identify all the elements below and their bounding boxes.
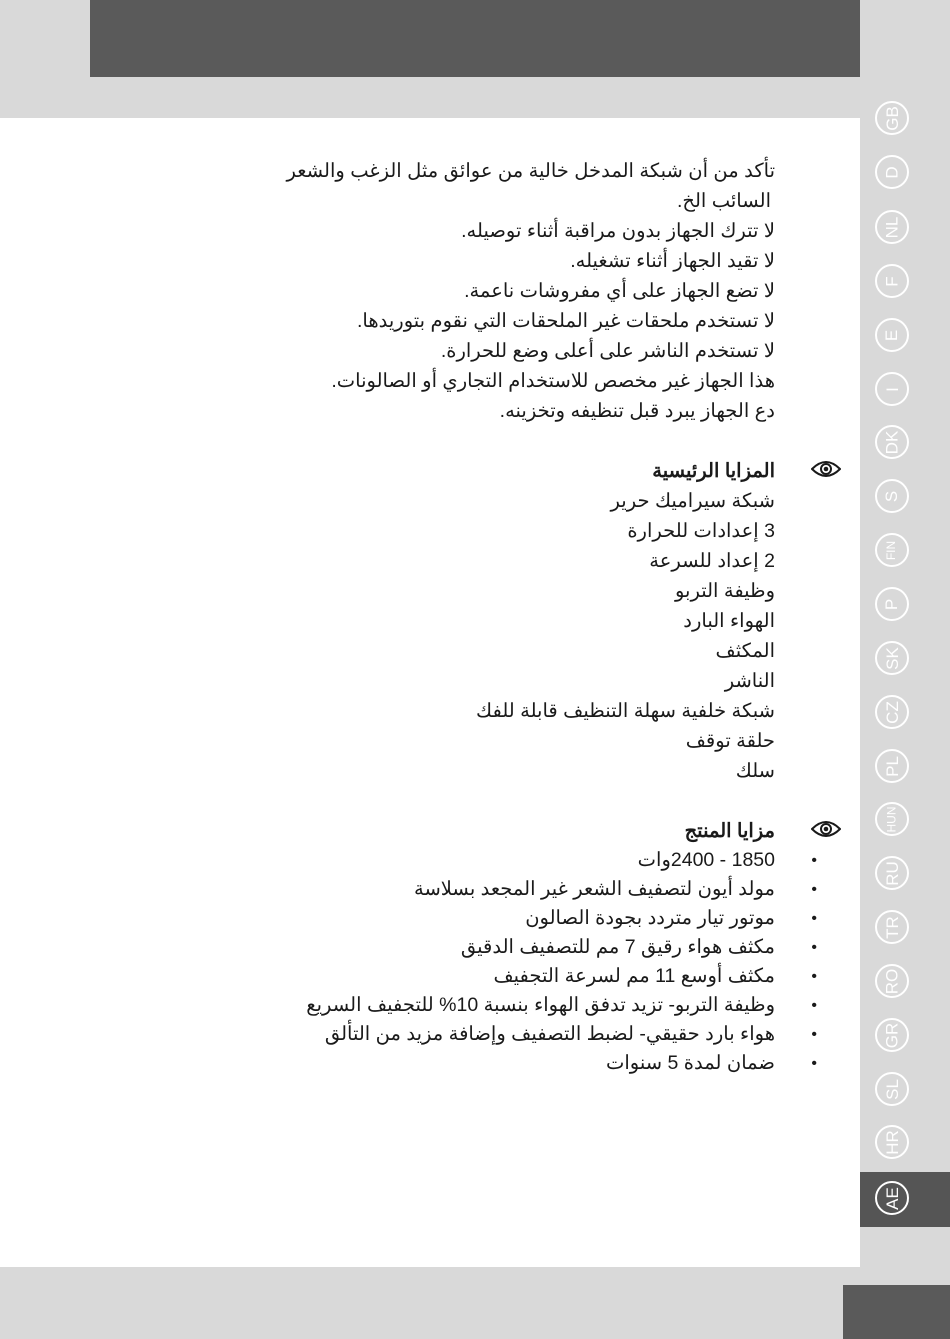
lang-tab-tr[interactable]: TR — [875, 910, 909, 944]
safety-line: لا تترك الجهاز بدون مراقبة أثناء توصيله. — [461, 220, 775, 242]
lang-tab-dk[interactable]: DK — [875, 425, 909, 459]
list-item: • ضمان لمدة 5 سنوات — [270, 1049, 775, 1078]
lang-tab-fin[interactable]: FIN — [875, 533, 909, 567]
list-item: 3 إعدادات للحرارة — [627, 520, 775, 542]
lang-tab-ae[interactable]: AE — [875, 1181, 909, 1215]
lang-tab-hun[interactable]: HUN — [875, 802, 909, 836]
list-item: • 1850 - 2400وات — [270, 846, 775, 875]
eye-icon — [811, 459, 841, 479]
key-features-title: المزايا الرئيسية — [652, 460, 775, 482]
main-content — [270, 156, 775, 1078]
lang-tab-gb[interactable]: GB — [875, 101, 909, 135]
eye-icon — [811, 819, 841, 839]
list-item: الهواء البارد — [683, 610, 775, 632]
list-item: سلك — [735, 760, 775, 782]
lang-tab-p[interactable]: P — [875, 587, 909, 621]
list-item: وظيفة التربو — [674, 580, 775, 602]
lang-tab-s[interactable]: S — [875, 479, 909, 513]
footer-bar — [336, 1267, 860, 1339]
lang-tab-ru[interactable]: RU — [875, 856, 909, 890]
lang-tab-pl[interactable]: PL — [875, 749, 909, 783]
lang-tab-gr[interactable]: GR — [875, 1018, 909, 1052]
list-item: شبكة سيراميك حرير — [610, 490, 775, 512]
safety-line: لا تستخدم الناشر على أعلى وضع للحرارة. — [440, 340, 775, 362]
product-features-section — [270, 816, 775, 1078]
list-item: المكثف — [715, 640, 775, 662]
list-item: • مكثف أوسع 11 مم لسرعة التجفيف — [270, 962, 775, 991]
lang-tab-e[interactable]: E — [875, 318, 909, 352]
safety-line: هذا الجهاز غير مخصص للاستخدام التجاري أو الصالونات. — [331, 370, 775, 392]
list-item: • مولد أيون لتصفيف الشعر غير المجعد بسلاسة — [270, 875, 775, 904]
safety-line: السائب الخ. — [676, 190, 771, 212]
lang-tab-hr[interactable]: HR — [875, 1125, 909, 1159]
safety-line: لا تستخدم ملحقات غير الملحقات التي نقوم بتوريدها. — [356, 310, 775, 332]
key-features-section — [270, 456, 775, 786]
lang-tab-f[interactable]: F — [875, 264, 909, 298]
lang-tab-cz[interactable]: CZ — [875, 695, 909, 729]
safety-notes — [270, 156, 775, 426]
lang-tab-sl[interactable]: SL — [875, 1072, 909, 1106]
list-item: • وظيفة التربو- تزيد تدفق الهواء بنسبة 10% للتجفيف السريع — [270, 991, 775, 1020]
page-number-box — [843, 1285, 950, 1339]
list-item: • موتور تيار متردد بجودة الصالون — [270, 904, 775, 933]
product-features-title: مزايا المنتج — [684, 820, 775, 842]
lang-tab-i[interactable]: I — [875, 372, 909, 406]
list-item: • مكثف هواء رقيق 7 مم للتصفيف الدقيق — [270, 933, 775, 962]
safety-line: لا تضع الجهاز على أي مفروشات ناعمة. — [464, 280, 775, 302]
lang-tab-d[interactable]: D — [875, 155, 909, 189]
safety-line: تأكد من أن شبكة المدخل خالية من عوائق مثل الزغب والشعر — [286, 160, 775, 182]
list-item: حلقة توقف — [685, 730, 775, 752]
header-bar — [90, 0, 860, 77]
safety-line: دع الجهاز يبرد قبل تنظيفه وتخزينه. — [499, 400, 775, 422]
lang-tab-ro[interactable]: RO — [875, 964, 909, 998]
product-features-list — [270, 846, 775, 1078]
list-item: • هواء بارد حقيقي- لضبط التصفيف وإضافة مزيد من التألق — [270, 1020, 775, 1049]
safety-line: لا تقيد الجهاز أثناء تشغيله. — [570, 250, 775, 272]
list-item: شبكة خلفية سهلة التنظيف قابلة للفك — [476, 700, 775, 722]
lang-tab-nl[interactable]: NL — [875, 210, 909, 244]
list-item: 2 إعداد للسرعة — [649, 550, 775, 572]
list-item: الناشر — [724, 670, 775, 692]
lang-tab-sk[interactable]: SK — [875, 641, 909, 675]
